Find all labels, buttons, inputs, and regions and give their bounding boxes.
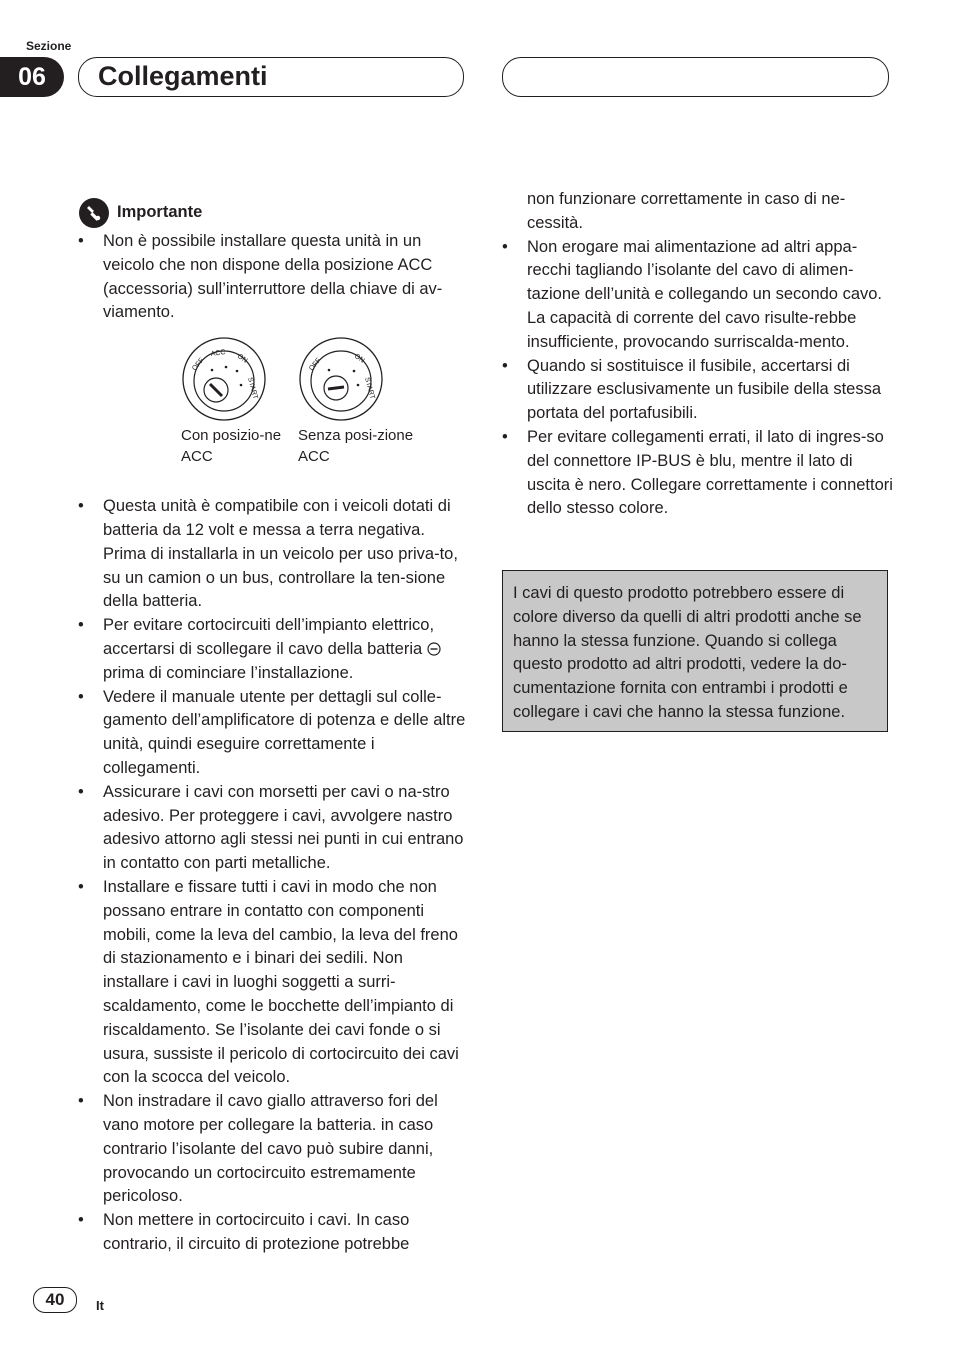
list-item: • Non è possibile installare questa unità in un veicolo che non dispone della posizione ACC (accessoria) sull’interruttore della chiave di av-viamento. <box>78 230 468 325</box>
left-column <box>78 196 468 1257</box>
page-number: 40 <box>33 1287 77 1313</box>
language-code: It <box>96 1298 104 1313</box>
left-bullet-list <box>78 230 468 325</box>
ignition-switch-acc-icon <box>181 335 271 423</box>
list-item: • Quando si sostituisce il fusibile, accertarsi di utilizzare esclusivamente un fusibile della stessa portata del portafusibili. <box>502 355 894 426</box>
label-off: OFF <box>191 357 206 373</box>
list-item-text: Per evitare cortocircuiti dell’impianto elettrico, accertarsi di scollegare il cavo della batteria <box>103 616 435 658</box>
section-number: 06 <box>0 57 64 97</box>
list-item: • Vedere il manuale utente per dettagli sul colle-gamento dell’amplificatore di potenza e delle altre unità, quindi eseguire correttamente i collegamenti. <box>78 686 468 781</box>
list-item <box>78 614 468 685</box>
left-bullet-list-continued <box>78 495 468 1257</box>
label-start: START <box>246 376 259 401</box>
ignition-figure-acc <box>181 335 298 487</box>
ignition-figures <box>181 335 468 487</box>
page-title: Collegamenti <box>98 61 268 91</box>
right-title-frame <box>502 57 889 97</box>
label-off: OFF <box>308 357 323 373</box>
label-acc: ACC <box>210 349 226 359</box>
figure-caption: Con posizio-ne ACC <box>181 427 282 466</box>
list-item-text: prima di cominciare l’installazione. <box>103 663 354 682</box>
ignition-switch-no-acc-icon <box>298 335 388 423</box>
list-item: • Questa unità è compatibile con i veicoli dotati di batteria da 12 volt e messa a terra negativa. Prima di installarla in un veicolo per uso priva-to, su un camion o un bus, controllare la ten-sione della batteria. <box>78 495 468 614</box>
list-item: • Non instradare il cavo giallo attraverso fori del vano motore per collegare la batteria. in caso contrario l’isolante del cavo può subire danni, provocando un cortocircuito estremamente pericoloso. <box>78 1090 468 1209</box>
right-bullet-list <box>502 236 894 522</box>
section-label: Sezione <box>26 39 72 53</box>
list-item: • Per evitare collegamenti errati, il lato di ingres-so del connettore IP-BUS è blu, mentre il lato di uscita è nero. Collegare correttamente i connettori dello stesso colore. <box>502 426 894 521</box>
label-on: ON <box>352 353 366 365</box>
minus-circle-icon <box>427 640 441 658</box>
continued-item-text: non funzionare correttamente in caso di ne-cessità. <box>527 190 846 232</box>
list-item: • Assicurare i cavi con morsetti per cavi o na-stro adesivo. Per proteggere i cavi, avvolgere nastro adesivo attorno agli stessi nei punti in cui entrano in contatto con parti metalliche. <box>78 781 468 876</box>
note-box: I cavi di questo prodotto potrebbero essere di colore diverso da quelli di altri prodotti anche se hanno la stessa funzione. Quando si collega questo prodotto ad altri prodotti, vedere la do-cumentazione fornita con entrambi i prodotti e collegare i cavi che hanno la stessa funzione. <box>502 570 888 732</box>
figure-caption: Senza posi-zione ACC <box>298 427 414 466</box>
important-heading <box>78 196 468 230</box>
list-item: • Installare e fissare tutti i cavi in modo che non possano entrare in contatto con componenti mobili, come la leva del cambio, la leva del freno di stazionamento e i binari dei sedili. Non installare i cavi in luoghi soggetti a surri-scaldamento, come le bocchette dell’impianto di riscaldamento. Se l’isolante dei cavi fonde o si usura, sussiste il pericolo di cortocircuito dei cavi con la scocca del veicolo. <box>78 876 468 1090</box>
list-item: • Non erogare mai alimentazione ad altri appa-recchi tagliando l’isolante del cavo di alimen-tazione dell’unità e collegando un secondo cavo. La capacità di corrente del cavo risulte-rebbe insufficiente, provocando surriscalda-mento. <box>502 236 894 355</box>
label-on: ON <box>235 353 249 365</box>
ignition-figure-no-acc <box>298 335 415 487</box>
important-label: Importante <box>117 203 203 222</box>
wrench-icon <box>79 198 109 228</box>
list-item: • Non mettere in cortocircuito i cavi. In caso contrario, il circuito di protezione potrebbe <box>78 1209 468 1257</box>
label-start: START <box>363 376 376 401</box>
right-column <box>502 188 894 521</box>
